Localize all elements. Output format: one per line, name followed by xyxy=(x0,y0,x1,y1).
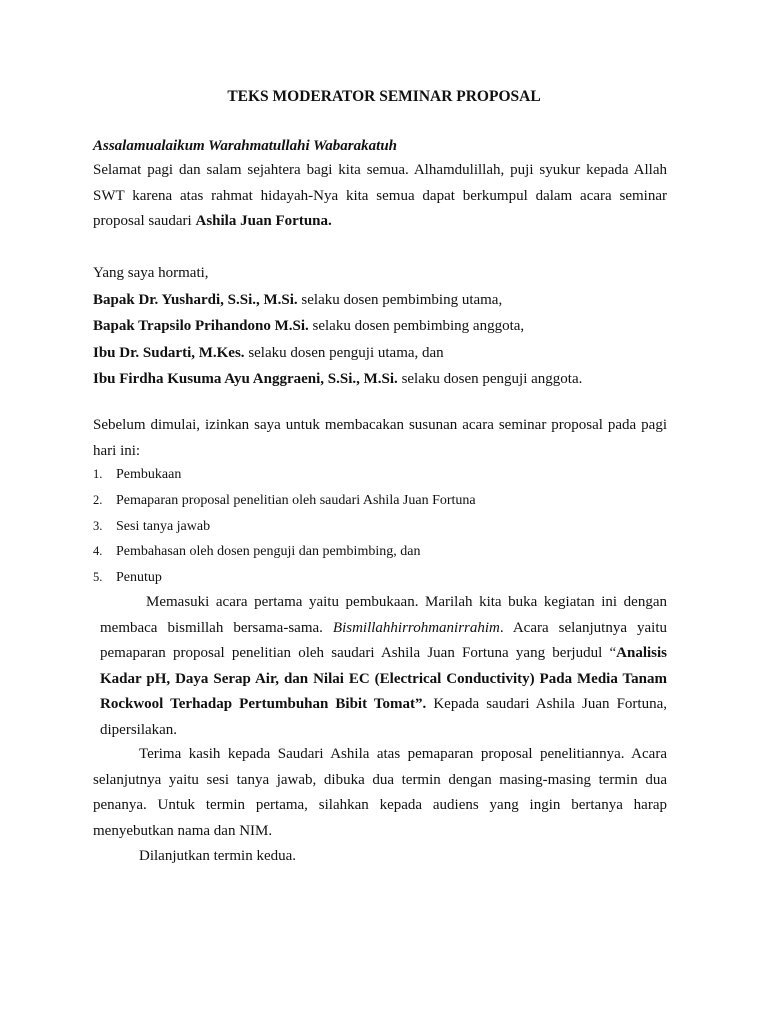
para1-text-c: . Acara selanjutnya yaitu pemaparan proposal penelitian oleh saudari Ashila Juan Fortuna yang berjudul “ xyxy=(100,619,667,662)
respect-list xyxy=(93,261,667,394)
person-name: Bapak Dr. Yushardi, S.Si., M.Si. xyxy=(93,291,298,308)
agenda-text: Pemaparan proposal penelitian oleh saudari Ashila Juan Fortuna xyxy=(116,492,476,508)
agenda-intro: Sebelum dimulai, izinkan saya untuk membacakan susunan acara seminar proposal pada pagi hari ini: xyxy=(93,417,667,459)
agenda-number: 3. xyxy=(93,518,103,533)
agenda-number: 1. xyxy=(93,467,103,481)
person-role: selaku dosen pembimbing anggota, xyxy=(308,318,525,334)
proposal-title: Analisis Kadar pH, Daya Serap Air, dan Nilai EC (Electrical Conductivity) Pada Media Tanam Rockwool Terhadap Pertumbuhan Bibit Tomat”. xyxy=(100,645,667,713)
agenda-number: 4. xyxy=(93,544,103,559)
opening-session-paragraph xyxy=(100,590,667,744)
qa-session-paragraph: Terima kasih kepada Saudari Ashila atas pemaparan proposal penelitiannya. Acara selanjutnya yaitu sesi tanya jawab, dibuka dua termin dengan masing-masing termin dua penanya. Untuk termin pertama, silahkan kepada audiens yang ingin bertanya harap menyebutkan nama dan NIM. xyxy=(93,746,667,839)
agenda-text: Pembukaan xyxy=(116,467,182,482)
agenda-text: Pembahasan oleh dosen penguji dan pembimbing, dan xyxy=(116,544,421,560)
document-title: TEKS MODERATOR SEMINAR PROPOSAL xyxy=(227,88,541,105)
person-role: selaku dosen penguji anggota. xyxy=(397,371,583,387)
greeting: Assalamualaikum Warahmatullahi Wabarakatuh xyxy=(93,138,397,154)
respect-item xyxy=(93,288,667,315)
agenda-item xyxy=(93,488,667,514)
agenda-item xyxy=(93,462,667,488)
agenda-number: 5. xyxy=(93,570,103,585)
basmalah-text: Bismillahhirrohmanirrahim xyxy=(332,619,500,636)
person-name: Bapak Trapsilo Prihandono M.Si. xyxy=(93,318,309,334)
presenter-name: Ashila Juan Fortuna. xyxy=(195,213,332,230)
para1-text-a: Memasuki acara pertama yaitu pembukaan. Marilah kita buka kegiatan ini dengan membaca bismillah bersama-sama. xyxy=(100,594,667,636)
person-name: Ibu Dr. Sudarti, M.Kes. xyxy=(93,344,245,361)
agenda-item xyxy=(93,539,667,565)
respect-item xyxy=(93,367,667,394)
opening-text: Selamat pagi dan salam sejahtera bagi kita semua. Alhamdulillah, puji syukur kepada Allah SWT karena atas rahmat hidayah-Nya kita semua dapat berkumpul dalam acara seminar proposal saudari xyxy=(93,162,667,230)
agenda-text: Sesi tanya jawab xyxy=(116,518,211,534)
person-name: Ibu Firdha Kusuma Ayu Anggraeni, S.Si., M.Si. xyxy=(93,371,398,387)
respect-item xyxy=(93,314,667,341)
person-role: selaku dosen pembimbing utama, xyxy=(297,291,503,308)
agenda-text: Penutup xyxy=(116,570,162,586)
agenda-item xyxy=(93,514,667,540)
agenda-item xyxy=(93,565,667,591)
agenda-list xyxy=(93,462,667,591)
closing-line: Dilanjutkan termin kedua. xyxy=(139,848,297,864)
opening-paragraph xyxy=(93,158,667,235)
para1-text-e: Kepada saudari Ashila Juan Fortuna, dipersilakan. xyxy=(100,696,667,738)
respect-item xyxy=(93,341,667,368)
agenda-number: 2. xyxy=(93,492,103,507)
respect-intro: Yang saya hormati, xyxy=(93,265,209,281)
person-role: selaku dosen penguji utama, dan xyxy=(244,344,444,361)
